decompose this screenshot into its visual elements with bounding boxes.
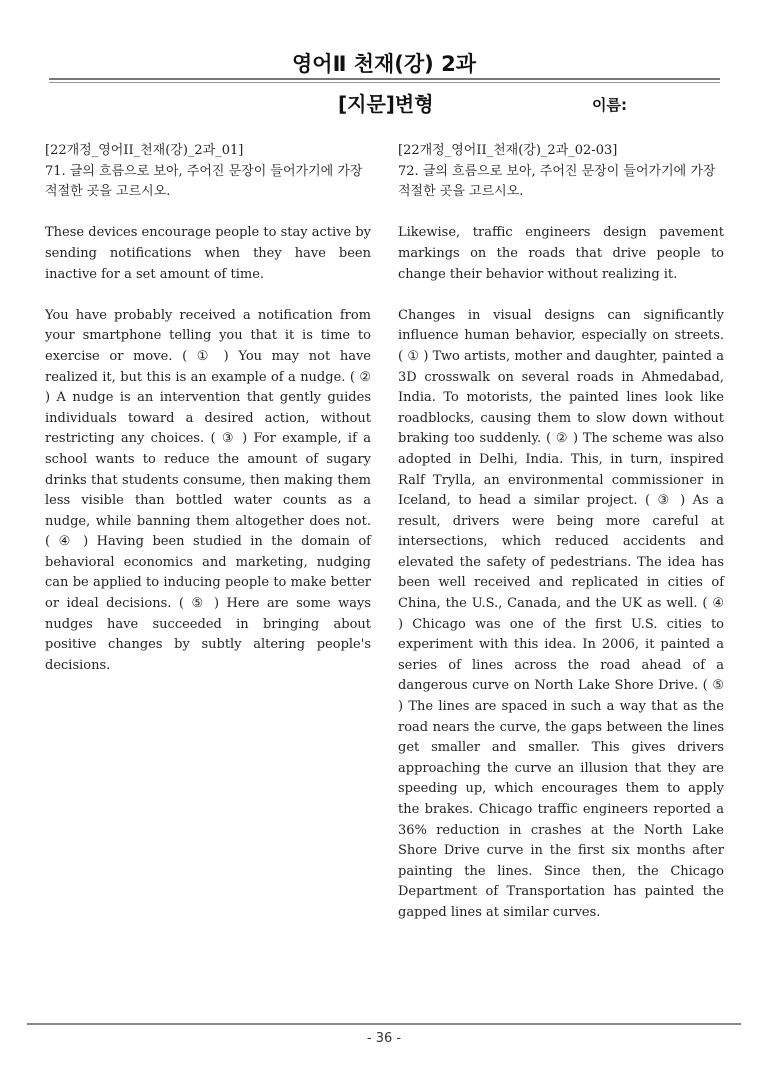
header-divider-thin: [49, 82, 720, 83]
page-number: - 36 -: [366, 1031, 402, 1046]
given-sentence: Likewise, traffic engineers design pavement markings on the roads that drive people to change their behavior without realizing it.: [398, 225, 724, 282]
question-code: [22개정_영어II_천재(강)_2과_01]: [45, 143, 244, 158]
page-subtitle: [지문]변형: [338, 92, 434, 116]
passage-text: You have probably received a notification from your smartphone telling you that it is time to exercise or move. ( ① ) You may not have realized it, but this is an example of a nudge. ( ② ) A nudge is an intervention that gently guides individuals toward a desired action, without restricting any choices. ( ③ ) For example, if a school wants to reduce the amount of sugary drinks that students consume, then making them less visible than bottled water counts as a nudge, while banning them altogether does not. ( ④ ) Having been studied in the domain of behavioral economics and marketing, nudging can be applied to inducing people to make better or ideal decisions. ( ⑤ ) Here are some ways nudges have succeeded in bringing about positive changes by subtly altering people's decisions.: [45, 307, 371, 673]
question-code: [22개정_영어II_천재(강)_2과_02-03]: [398, 143, 618, 158]
question-71-column: [45, 141, 371, 676]
name-field-label: 이름:: [592, 96, 627, 114]
given-sentence: These devices encourage people to stay active by sending notifications when they have been inactive for a set amount of time.: [45, 225, 371, 282]
passage-text: Changes in visual designs can significantly influence human behavior, especially on streets. ( ① ) Two artists, mother and daughter, painted a 3D crosswalk on several roads in Ahmedabad, India. To motorists, the painted lines look like roadblocks, causing them to slow down without braking too suddenly. ( ② ) The scheme was also adopted in Delhi, India. This, in turn, inspired Ralf Trylla, an environmental commissioner in Iceland, to head a similar project. ( ③ ) As a result, drivers were being more careful at intersections, which reduced accidents and elevated the safety of pedestrians. The idea has been well received and replicated in cities of China, the U.S., Canada, and the UK as well. ( ④ ) Chicago was one of the first U.S. cities to experiment with this idea. In 2006, it painted a series of lines across the road ahead of a dangerous curve on North Lake Shore Drive. ( ⑤ ) The lines are spaced in such a way that as the road nears the curve, the gaps between the lines get smaller and smaller. This gives drivers approaching the curve an illusion that they are speeding up, which encourages them to apply the brakes. Chicago traffic engineers reported a 36% reduction in crashes at the North Lake Shore Drive curve in the first six months after painting the lines. Since then, the Chicago Department of Transportation has painted the gapped lines at similar curves.: [398, 307, 724, 920]
page-title: 영어Ⅱ 천재(강) 2과: [292, 52, 476, 76]
header-divider: [49, 78, 720, 80]
question-prompt: 72. 글의 흐름으로 보아, 주어진 문장이 들어가기에 가장 적절한 곳을 고르시오.: [398, 163, 716, 200]
question-prompt: 71. 글의 흐름으로 보아, 주어진 문장이 들어가기에 가장 적절한 곳을 고르시오.: [45, 163, 363, 200]
footer-divider: [27, 1023, 741, 1025]
question-72-column: [398, 141, 724, 924]
